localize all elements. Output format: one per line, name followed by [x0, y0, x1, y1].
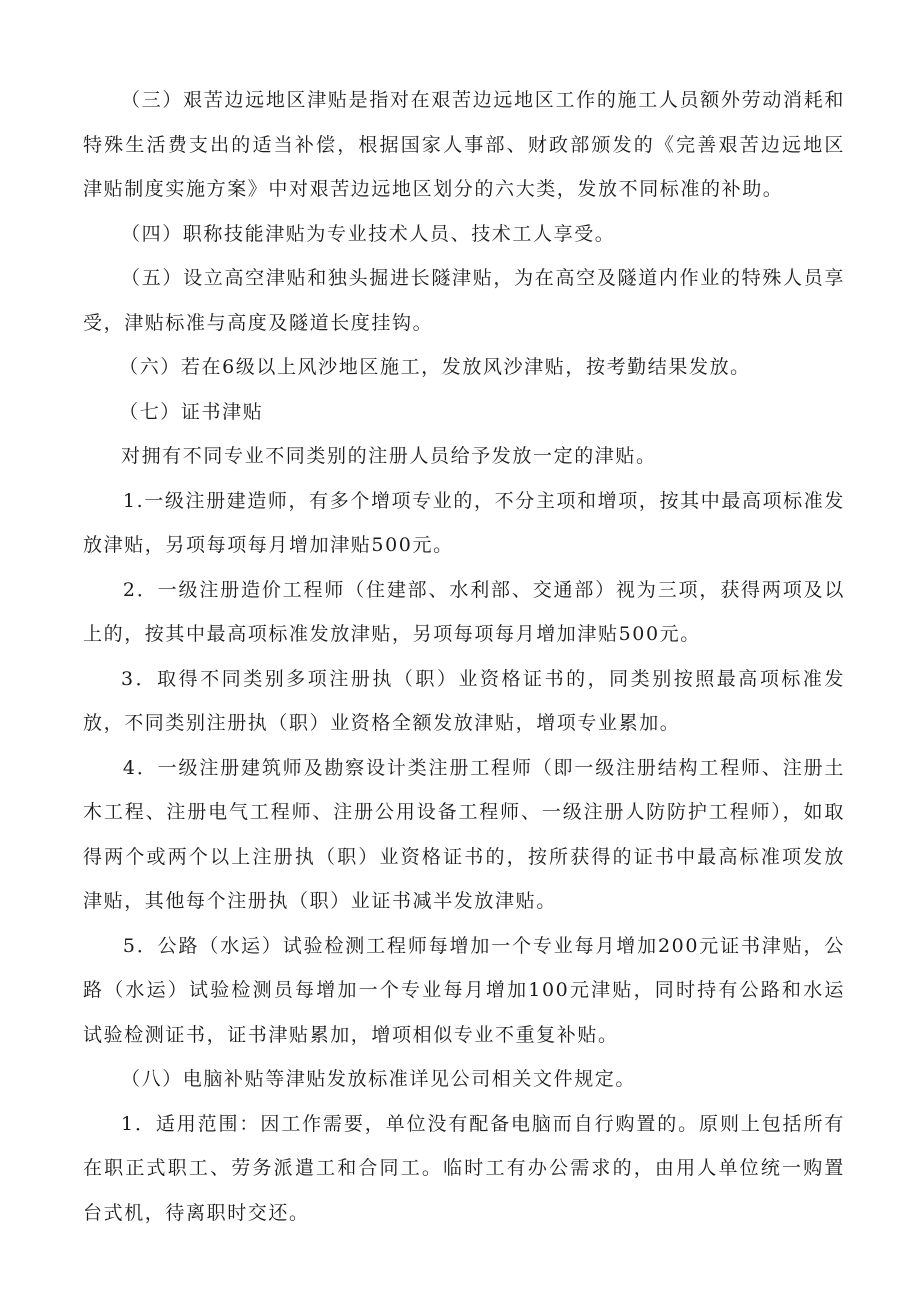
list-item-4-architect-engineer: 4．一级注册建筑师及勘察设计类注册工程师（即一级注册结构工程师、注册土木工程、注册电气工程师、注册公用设备工程师、一级注册人防防护工程师），如取得两个或两个以上注册执（职）业资格证书的，按所获得的证书中最高标准项发放津贴，其他每个注册执（职）业证书减半发放津贴。 [83, 756, 845, 912]
paragraph-height-tunnel-allowance: （五）设立高空津贴和独头掘进长隧津贴，为在高空及隧道内作业的特殊人员享受，津贴标准与高度及隧道长度挂钩。 [83, 267, 845, 334]
paragraph-sandstorm-allowance: （六）若在6级以上风沙地区施工，发放风沙津贴，按考勤结果发放。 [119, 356, 751, 378]
document-body [83, 78, 845, 1235]
section-heading-certificate-allowance: （七）证书津贴 [119, 400, 264, 423]
list-item-5-test-engineer: 5．公路（水运）试验检测工程师每增加一个专业每月增加200元证书津贴，公路（水运）试验检测员每增加一个专业每月增加100元津贴，同时持有公路和水运试验检测证书，证书津贴累加，增项相似专业不重复补贴。 [83, 934, 845, 1046]
list-item-3-multiple-certificates: 3．取得不同类别多项注册执（职）业资格证书的，同类别按照最高项标准发放，不同类别注册执（职）业资格全额发放津贴，增项专业累加。 [83, 667, 845, 734]
paragraph-hardship-allowance: （三）艰苦边远地区津贴是指对在艰苦边远地区工作的施工人员额外劳动消耗和特殊生活费支出的适当补偿，根据国家人事部、财政部颁发的《完善艰苦边远地区津贴制度实施方案》中对艰苦边远地区划分的六大类，发放不同标准的补助。 [83, 89, 845, 200]
paragraph-title-skill-allowance: （四）职称技能津贴为专业技术人员、技术工人享受。 [121, 222, 616, 245]
list-item-1-constructor: 1.一级注册建造师，有多个增项专业的，不分主项和增项，按其中最高项标准发放津贴，另项每项每月增加津贴500元。 [83, 489, 845, 556]
paragraph-computer-allowance: （八）电脑补贴等津贴发放标准详见公司相关文件规定。 [121, 1068, 637, 1090]
list-item-2-cost-engineer: 2．一级注册造价工程师（住建部、水利部、交通部）视为三项，获得两项及以上的，按其中最高项标准发放津贴，另项每项每月增加津贴500元。 [83, 578, 845, 645]
list-item-1-scope: 1．适用范围：因工作需要，单位没有配备电脑而自行购置的。原则上包括所有在职正式职工、劳务派遣工和合同工。临时工有办公需求的，由用人单位统一购置台式机，待离职时交还。 [83, 1112, 845, 1224]
paragraph-certificate-intro: 对拥有不同专业不同类别的注册人员给予发放一定的津贴。 [121, 445, 657, 467]
